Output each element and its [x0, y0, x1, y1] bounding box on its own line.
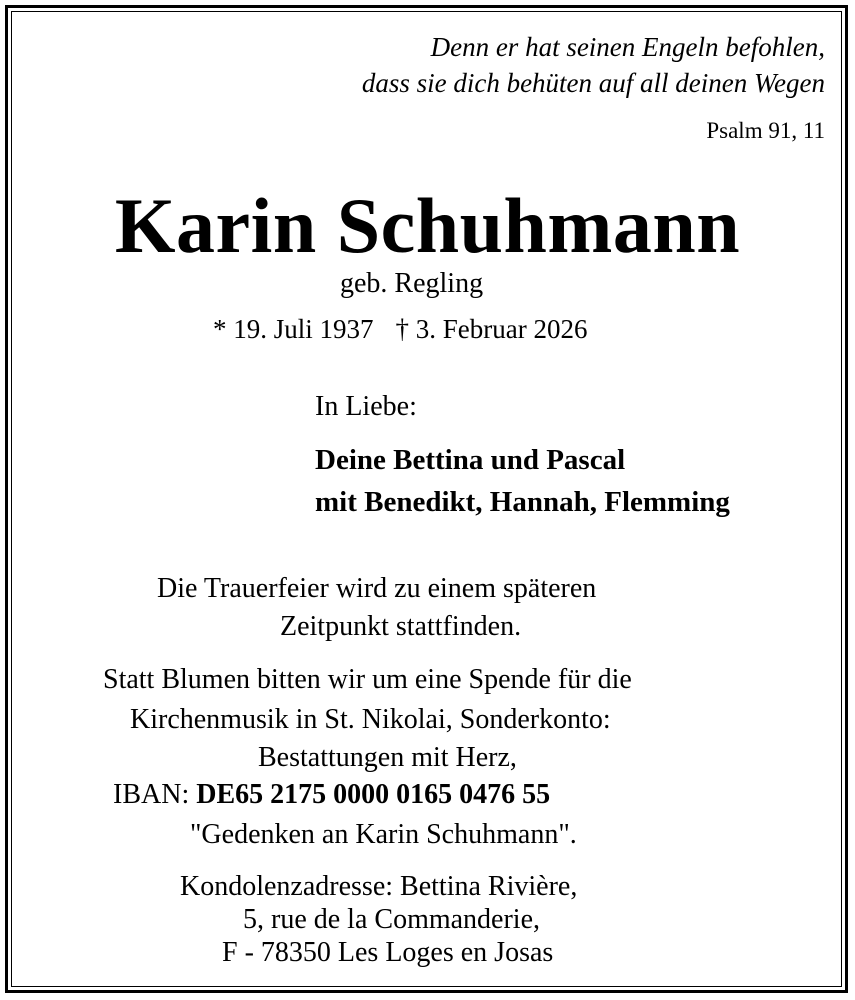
birth-date: * 19. Juli 1937 — [213, 314, 374, 344]
mourners-line-2: mit Benedikt, Hannah, Flemming — [315, 486, 730, 518]
condolence-line-1: Kondolenzadresse: Bettina Rivière, — [180, 871, 578, 902]
birth-name: geb. Regling — [340, 268, 484, 299]
iban-line — [113, 781, 550, 809]
mourners-intro: In Liebe: — [315, 391, 417, 422]
quote-line-1: Denn er hat seinen Engeln befohlen, — [430, 32, 825, 62]
death-date: † 3. Februar 2026 — [395, 314, 588, 344]
quote-line-2: dass sie dich behüten auf all deinen Wegen — [361, 68, 825, 98]
condolence-line-2: 5, rue de la Commanderie, — [243, 904, 541, 935]
donation-line-1: Statt Blumen bitten wir um eine Spende für die — [103, 664, 632, 695]
ceremony-line-2: Zeitpunkt stattfinden. — [280, 611, 522, 642]
donation-reference: "Gedenken an Karin Schuhmann". — [190, 819, 577, 850]
iban-number: DE65 2175 0000 0165 0476 55 — [196, 779, 551, 810]
ceremony-line-1: Die Trauerfeier wird zu einem späteren — [157, 573, 597, 604]
quote-source: Psalm 91, 11 — [706, 118, 825, 143]
iban-label: IBAN: — [113, 779, 190, 810]
deceased-name: Karin Schuhmann — [114, 182, 741, 269]
mourners-line-1: Deine Bettina und Pascal — [315, 444, 626, 476]
life-dates — [213, 316, 587, 343]
condolence-line-3: F - 78350 Les Loges en Josas — [222, 937, 554, 968]
donation-line-3: Bestattungen mit Herz, — [258, 742, 517, 773]
donation-line-2: Kirchenmusik in St. Nikolai, Sonderkonto: — [130, 704, 611, 735]
